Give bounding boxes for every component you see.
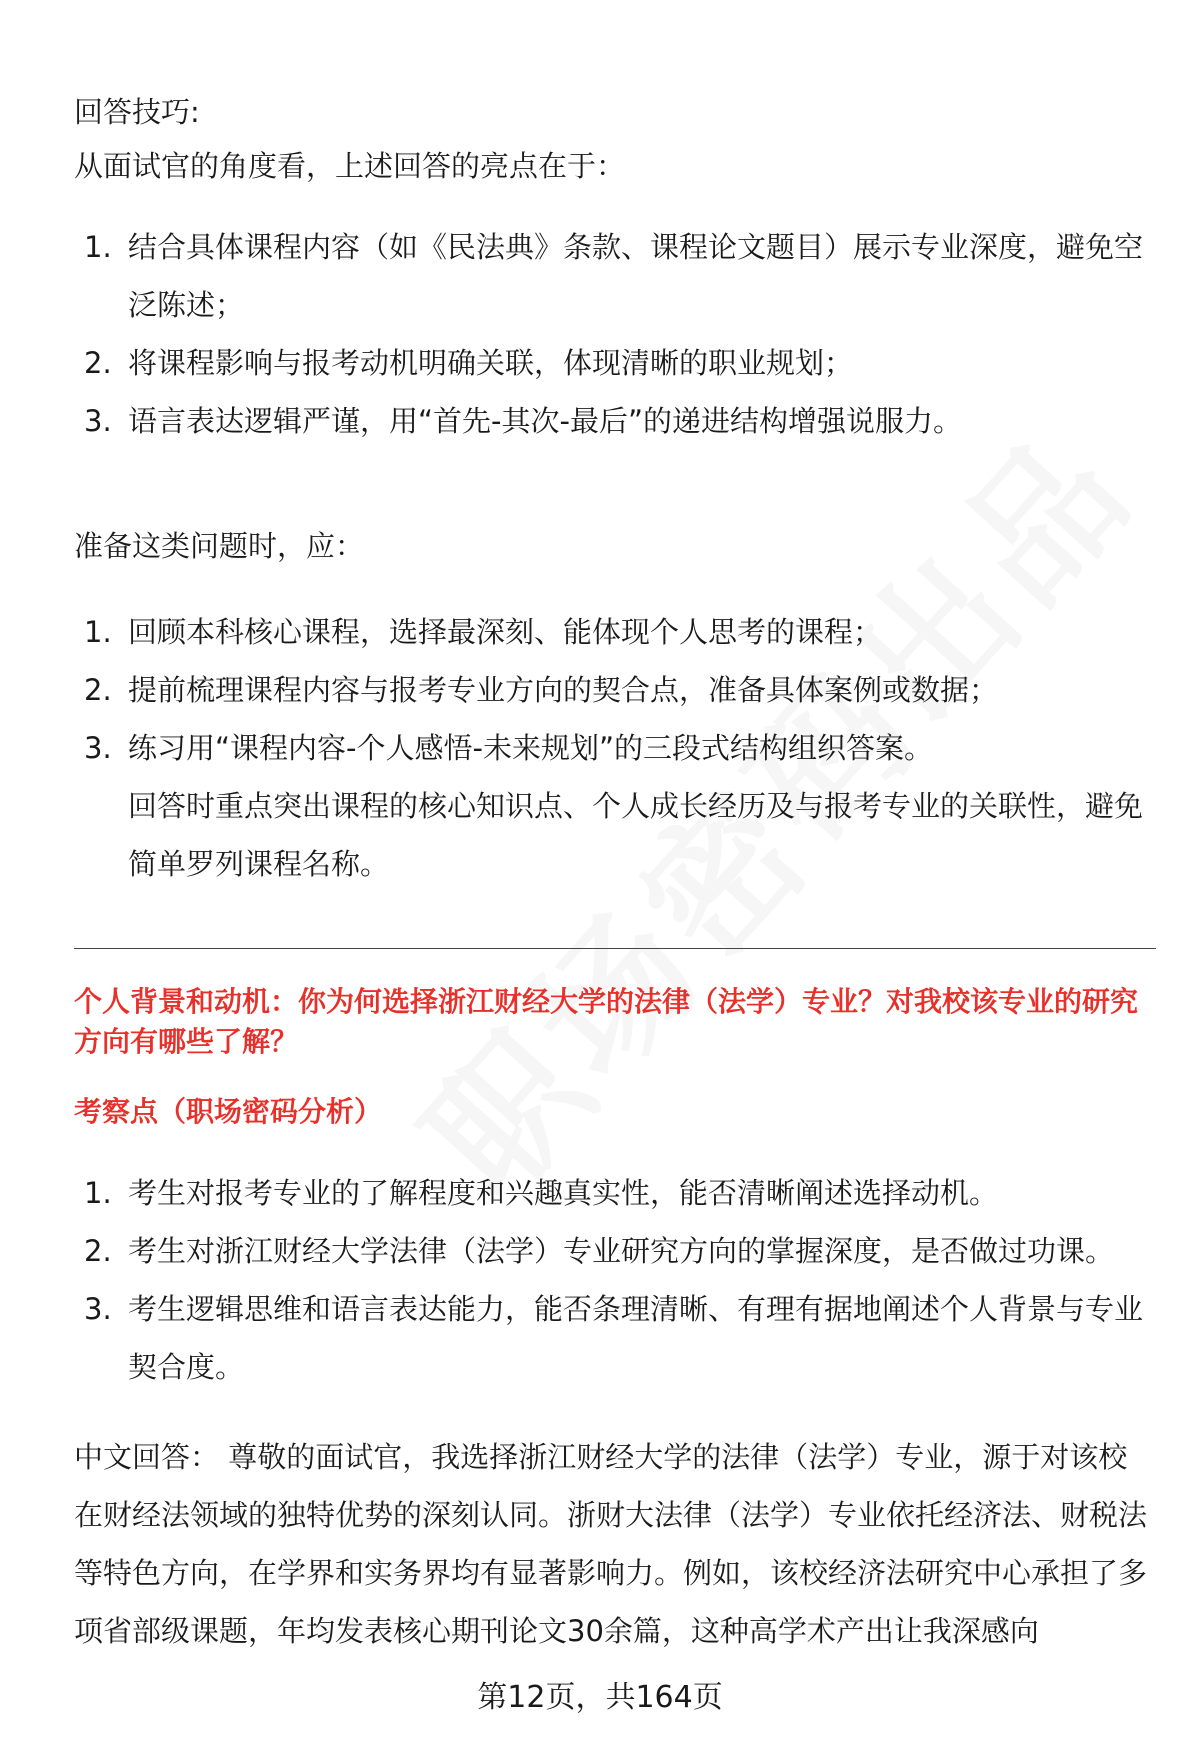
page-number: 第12页，共164页 xyxy=(477,1680,723,1715)
list-item: 1. 考生对报考专业的了解程度和兴趣真实性，能否清晰阐述选择动机。 xyxy=(84,1176,999,1210)
list-item: 2. 将课程影响与报考动机明确关联，体现清晰的职业规划； xyxy=(84,346,854,380)
list-item: 1. 结合具体课程内容（如《民法典》条款、课程论文题目）展示专业深度，避免空泛陈述； xyxy=(84,230,1144,322)
prep-note: 回答时重点突出课程的核心知识点、个人成长经历及与报考专业的关联性，避免简单罗列课程名称。 xyxy=(128,789,1144,881)
prep-list xyxy=(74,603,1154,777)
section-divider xyxy=(74,948,1156,949)
highlights-list xyxy=(74,218,1154,450)
list-item: 1. 回顾本科核心课程，选择最深刻、能体现个人思考的课程； xyxy=(84,615,883,649)
list-item: 3. 练习用“课程内容-个人感悟-未来规划”的三段式结构组织答案。 xyxy=(84,731,933,765)
chinese-answer: 中文回答： 尊敬的面试官，我选择浙江财经大学的法律（法学）专业，源于对该校在财经法领域的独特优势的深刻认同。浙财大法律（法学）专业依托经济法、财税法等特色方向，在学界和实务界均有显著影响力。例如，该校经济法研究中心承担了多项省部级课题，年均发表核心期刊论文30余篇，这种高学术产出让我深感向 xyxy=(74,1440,1148,1648)
list-item: 3. 语言表达逻辑严谨，用“首先-其次-最后”的递进结构增强说服力。 xyxy=(84,404,962,438)
assessment-heading: 考察点（职场密码分析） xyxy=(74,1095,383,1128)
list-item: 2. 考生对浙江财经大学法律（法学）专业研究方向的掌握深度，是否做过功课。 xyxy=(84,1234,1115,1268)
list-item: 3. 考生逻辑思维和语言表达能力，能否条理清晰、有理有据地阐述个人背景与专业契合度。 xyxy=(84,1292,1144,1384)
assessment-points-list xyxy=(74,1164,1154,1396)
prep-lead: 准备这类问题时，应： xyxy=(74,529,365,563)
list-item: 2. 提前梳理课程内容与报考专业方向的契合点，准备具体案例或数据； xyxy=(84,673,999,707)
answer-tips-label: 回答技巧: xyxy=(74,95,200,129)
question-heading: 个人背景和动机：你为何选择浙江财经大学的法律（法学）专业？对我校该专业的研究方向有哪些了解？ xyxy=(74,985,1139,1058)
highlights-lead: 从面试官的角度看，上述回答的亮点在于： xyxy=(74,149,626,183)
